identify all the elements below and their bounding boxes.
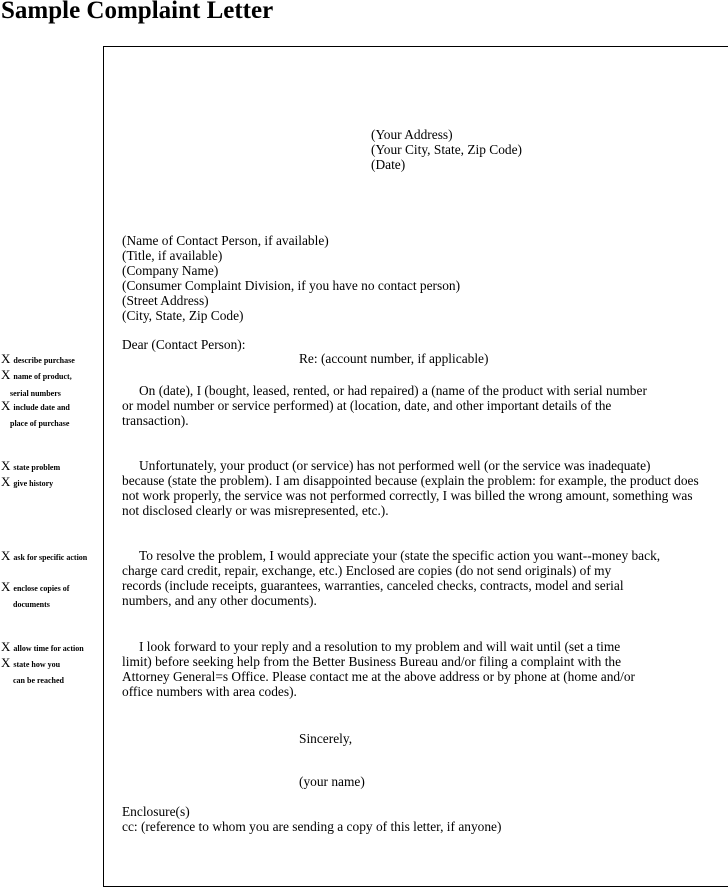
paragraph-follow-up: I look forward to your reply and a resolution to my problem and will wait until (set a time limit) before seeking help from the Better Business Bureau and/or filing a complaint with the Attorney General=s Office. Please contact me at the above address or by phone at (home and/or office numbers with area codes). (122, 639, 635, 699)
re-line: Re: (account number, if applicable) (299, 351, 489, 366)
note-serial-numbers: serial numbers (10, 389, 61, 398)
sender-address: (Your Address) (Your City, State, Zip Code) (Date) (371, 127, 523, 172)
x-mark: X (1, 351, 11, 366)
x-mark: X (1, 474, 11, 489)
note-describe-purchase: Xdescribe purchase (1, 351, 75, 366)
sidebar-notes (0, 0, 103, 889)
note-documents: documents (13, 600, 50, 609)
x-mark: X (1, 548, 11, 563)
note-state-problem: Xstate problem (1, 458, 61, 473)
x-mark: X (1, 579, 11, 594)
note-give-history: Xgive history (1, 474, 54, 489)
note-enclose-copies: Xenclose copies of (1, 579, 70, 594)
note-name-of-product: Xname of product, (1, 367, 72, 382)
x-mark: X (1, 655, 11, 670)
paragraph-problem: Unfortunately, your product (or service) has not performed well (or the service was inadequate) because (state the problem). I am disappointed because (explain the problem: for example, the product does not work properly, the service was not performed correctly, I was billed the wrong amount, something was not disclosed clearly or was misrepresented, etc.). (122, 458, 699, 518)
salutation: Dear (Contact Person): (122, 337, 246, 352)
signature: (your name) (299, 774, 365, 789)
x-mark: X (1, 398, 11, 413)
x-mark: X (1, 367, 11, 382)
x-mark: X (1, 639, 11, 654)
enclosure-line: Enclosure(s) (122, 804, 190, 819)
x-mark: X (1, 458, 11, 473)
page-title: Sample Complaint Letter (1, 0, 274, 24)
note-can-be-reached: can be reached (13, 676, 64, 685)
note-allow-time: Xallow time for action (1, 639, 84, 654)
paragraph-resolution: To resolve the problem, I would appreciate your (state the specific action you want--money back, charge card credit, repair, exchange, etc.) Enclosed are copies (do not send originals) of my records (include receipts, guarantees, warranties, canceled checks, contracts, model and serial numbers, and any other documents). (122, 548, 661, 608)
note-place-of-purchase: place of purchase (10, 419, 70, 428)
closing: Sincerely, (299, 731, 353, 746)
note-ask-specific-action: Xask for specific action (1, 548, 88, 563)
enclosure-block (122, 805, 501, 835)
cc-line: cc: (reference to whom you are sending a copy of this letter, if anyone) (122, 818, 502, 834)
paragraph-purchase: On (date), I (bought, leased, rented, or had repaired) a (name of the product with serial number or model number or service performed) at (location, date, and other important details of the transaction). (122, 383, 647, 428)
recipient-address: (Name of Contact Person, if available) (Title, if available) (Company Name) (Consumer Complaint Division, if you have no contact person) (Street Address) (City, State, Zip Code) (122, 233, 461, 323)
note-include-date: Xinclude date and (1, 398, 70, 413)
note-state-how-you: Xstate how you (1, 655, 61, 670)
